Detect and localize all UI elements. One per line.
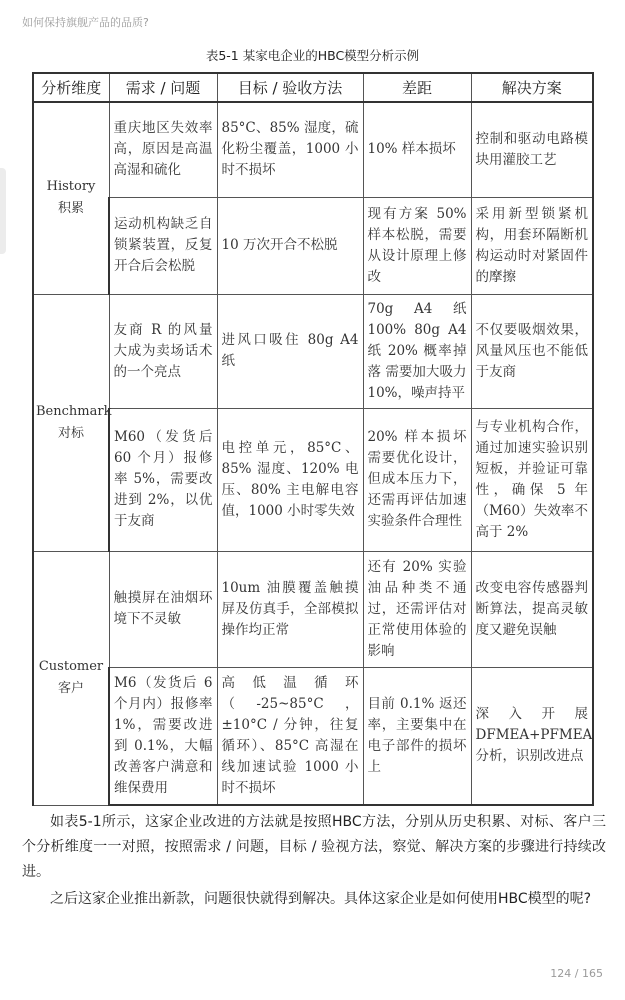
gap-cell: 目前 0.1% 返还率，主要集中在电子部件的损坏上 [363, 667, 471, 805]
need-cell: M60（发货后 60 个月）报修率 5%，需要改进到 2%，以优于友商 [109, 408, 217, 551]
dimension-label-cn: 积累 [57, 201, 84, 217]
column-header-dimension: 分析维度 [33, 73, 109, 102]
column-header-target: 目标 / 验收方法 [217, 73, 363, 102]
solution-cell: 控制和驱动电路模块用灌胶工艺 [471, 102, 593, 197]
solution-cell: 深入开展 DFMEA+PFMEA 分析，识别改进点 [471, 667, 593, 805]
dimension-label-cn: 对标 [57, 425, 84, 441]
dimension-label-en: History [46, 179, 96, 195]
dimension-label-en: Benchmark [36, 403, 112, 419]
need-cell: 触摸屏在油烟环境下不灵敏 [109, 551, 217, 667]
target-cell: 10um 油膜覆盖触摸屏及仿真手，全部模拟操作均正常 [217, 551, 363, 667]
dimension-label-en: Customer [38, 659, 104, 674]
target-cell: 进风口吸住 80g A4 纸 [217, 294, 363, 408]
hbc-analysis-table [32, 72, 594, 806]
target-cell: 10 万次开合不松脱 [217, 197, 363, 294]
table-caption: 表5-1 某家电企业的HBC模型分析示例 [205, 48, 420, 63]
target-cell: 85°C、85% 湿度，硫化粉尘覆盖，1000 小时不损坏 [217, 102, 363, 197]
gap-cell: 现有方案 50% 样本松脱，需要从设计原理上修改 [363, 197, 471, 294]
need-cell: M6（发货后 6 个月内）报修率 1%，需要改进到 0.1%，大幅改善客户满意和维保费用 [109, 667, 217, 805]
solution-cell: 不仅要吸烟效果，风量风压也不能低于友商 [471, 294, 593, 408]
gap-cell: 10% 样本损坏 [363, 102, 471, 197]
need-cell: 友商 R 的风量大成为卖场话术的一个亮点 [109, 294, 217, 408]
table-row [33, 102, 593, 197]
table-row [33, 294, 593, 408]
dimension-label-cn: 客户 [57, 681, 84, 696]
page-indicator: 124 / 165 [550, 967, 603, 980]
need-cell: 运动机构缺乏自锁紧装置，反复开合后会松脱 [109, 197, 217, 294]
dimension-cell-customer [33, 551, 109, 805]
target-cell: 电控单元，85°C、85% 湿度、120% 电压、80% 主电解电容值，1000 小时零失效 [217, 408, 363, 551]
column-header-need: 需求 / 问题 [109, 73, 217, 102]
solution-cell: 采用新型锁紧机构，用套环隔断机构运动时对紧固件的摩擦 [471, 197, 593, 294]
solution-cell: 改变电容传感器判断算法，提高灵敏度又避免误触 [471, 551, 593, 667]
dimension-cell-benchmark [33, 294, 112, 551]
solution-cell: 与专业机构合作，通过加速实验识别短板，并验证可靠性，确保 5 年（M60）失效率不高于 2% [471, 408, 593, 551]
side-panel-handle[interactable] [0, 168, 6, 254]
table-row [33, 197, 593, 294]
book-title-header: 如何保持旗舰产品的品质? [22, 16, 149, 29]
dimension-cell-history [33, 102, 109, 294]
gap-cell: 还有 20% 实验油品种类不通过，还需评估对正常使用体验的影响 [363, 551, 471, 667]
table-header-row [33, 73, 593, 102]
column-header-solution: 解决方案 [471, 73, 593, 102]
target-cell: 高低温循环（-25~85°C，±10°C / 分钟，往复循环）、85°C 高湿在线加速试验 1000 小时不损坏 [217, 667, 363, 805]
body-paragraph: 如表5-1所示，这家企业改进的方法就是按照HBC方法，分别从历史积累、对标、客户三个分析维度一一对照，按照需求 / 问题，目标 / 验视方法，察觉、解决方案的步骤进行持续改进。 [22, 814, 606, 880]
table-row [33, 408, 593, 551]
table-row [33, 551, 593, 667]
gap-cell: 20% 样本损坏需要优化设计，但成本压力下，还需再评估加速实验条件合理性 [363, 408, 471, 551]
table-row [33, 667, 593, 805]
need-cell: 重庆地区失效率高，原因是高温高湿和硫化 [109, 102, 217, 197]
gap-cell: 70g A4 纸 100% 80g A4 纸 20% 概率掉落 需要加大吸力 10%，噪声持平 [363, 294, 471, 408]
body-paragraph: 之后这家企业推出新款，问题很快就得到解决。具体这家企业是如何使用HBC模型的呢? [50, 891, 592, 907]
column-header-gap: 差距 [363, 73, 471, 102]
